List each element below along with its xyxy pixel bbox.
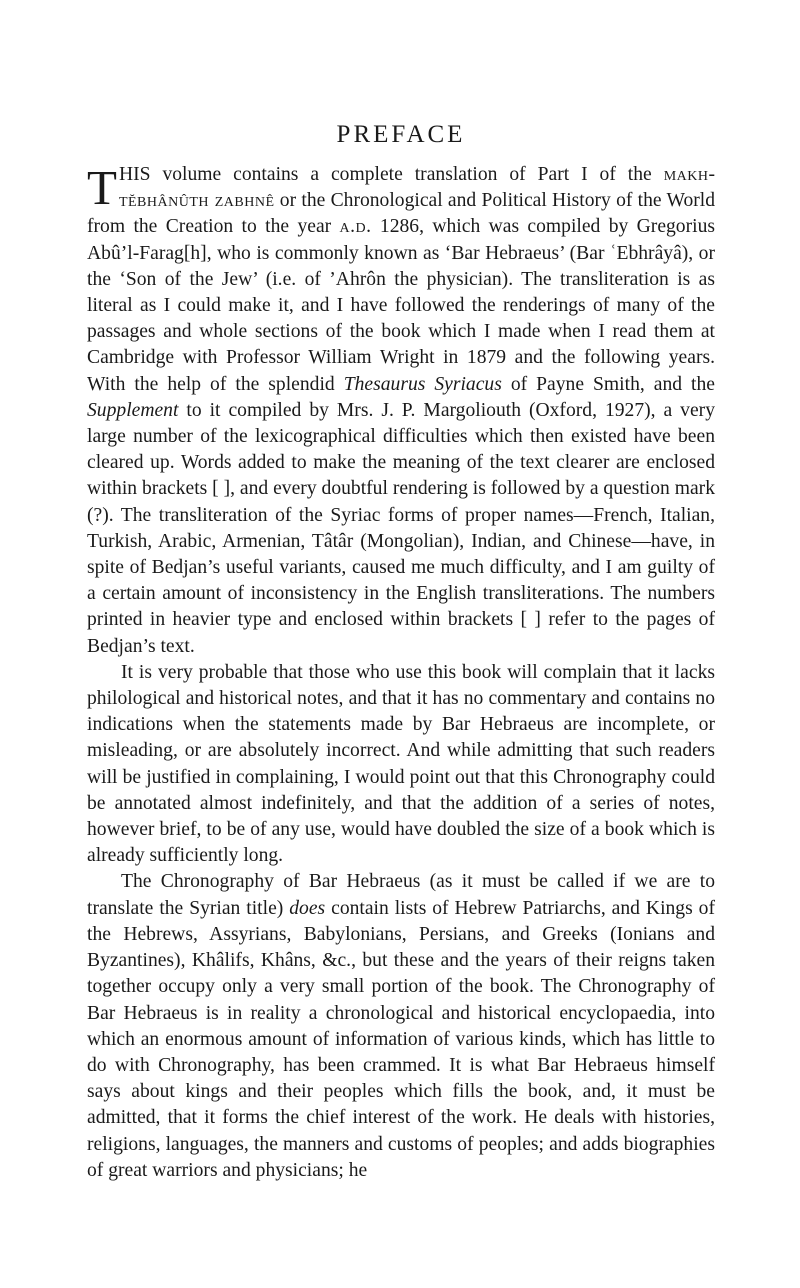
text-run: of Payne Smith, and the <box>501 373 715 395</box>
text-run: 1286, which was compiled by Gregorius Abû’l-Farag[h], who is commonly known as ‘Bar Hebraeus’ (Bar ʿEbhrâyâ), or the ‘Son of the Jew’ (i.e. of ’Ahrôn the physician). The transliteration is as literal as I could make it, and I have followed the renderings of many of the passages and whole sections of the book which I made when I read them at Cambridge with Professor William Wright in 1879 and the following years. With the help of the splendid <box>87 216 715 395</box>
italic-text: does <box>289 897 326 919</box>
body-text <box>87 162 715 1184</box>
drop-cap: T <box>87 160 117 215</box>
paragraph <box>87 869 715 1183</box>
text-run: HIS volume contains a complete translation of Part I of the <box>118 164 664 185</box>
text-run: contain lists of Hebrew Patriarchs, and Kings of the Hebrews, Assyrians, Babylonians, Persians, and Greeks (Ionians and Byzantines), Khâlifs, Khâns, &c., but these and the years of their reigns taken together occupy only a very small portion of the book. The Chronography of Bar Hebraeus is in reality a chronological and historical encyclopaedia, into which an enormous amount of information of various kinds, which has little to do with Chronography, has been crammed. It is what Bar Hebraeus himself says about kings and their peoples which fills the book, and, it must be admitted, that it forms the chief interest of the work. He deals with histories, religions, languages, the manners and customs of peoples; and adds biographies of great warriors and physicians; he <box>87 897 715 1181</box>
document-page <box>87 118 715 1184</box>
small-caps-text: a.d. <box>339 216 372 238</box>
text-run: It is very probable that those who use this book will complain that it lacks philological and historical notes, and that it has no commentary and contains no indications when the statements made by Bar Hebraeus are incomplete, or misleading, or are absolutely incorrect. And while admitting that such readers will be justified in complaining, I would point out that this Chronography could be annotated almost indefinitely, and that the addition of a series of notes, however brief, to be of any use, would have doubled the size of a book which is already sufficiently long. <box>87 661 715 867</box>
small-caps-text: makhtĕbhânûth zabhnê <box>118 164 715 212</box>
italic-text: Thesaurus Syriacus <box>343 373 502 395</box>
italic-text: Supplement <box>87 399 179 421</box>
text-run: or the Chronological and Political History of the World from the Creation to the year <box>87 190 716 238</box>
text-run: The Chronography of Bar Hebraeus (as it must be called if we are to translate the Syrian title) <box>87 871 715 919</box>
page-title: PREFACE <box>336 121 466 148</box>
text-run: to it compiled by Mrs. J. P. Margoliouth (Oxford, 1927), a very large number of the lexicographical difficulties which then existed have been cleared up. Words added to make the meaning of the text clearer are enclosed within brackets [ ], and every doubtful rendering is followed by a question mark (?). The transliteration of the Syriac forms of proper names—French, Italian, Turkish, Arabic, Armenian, Tâtâr (Mongolian), Indian, and Chinese—have, in spite of Bedjan’s useful variants, caused me much difficulty, and I am guilty of a certain amount of inconsistency in the English transliterations. The numbers printed in heavier type and enclosed within brackets [ ] refer to the pages of Bedjan’s text. <box>87 399 715 657</box>
paragraph <box>87 162 715 660</box>
paragraph <box>87 660 715 870</box>
